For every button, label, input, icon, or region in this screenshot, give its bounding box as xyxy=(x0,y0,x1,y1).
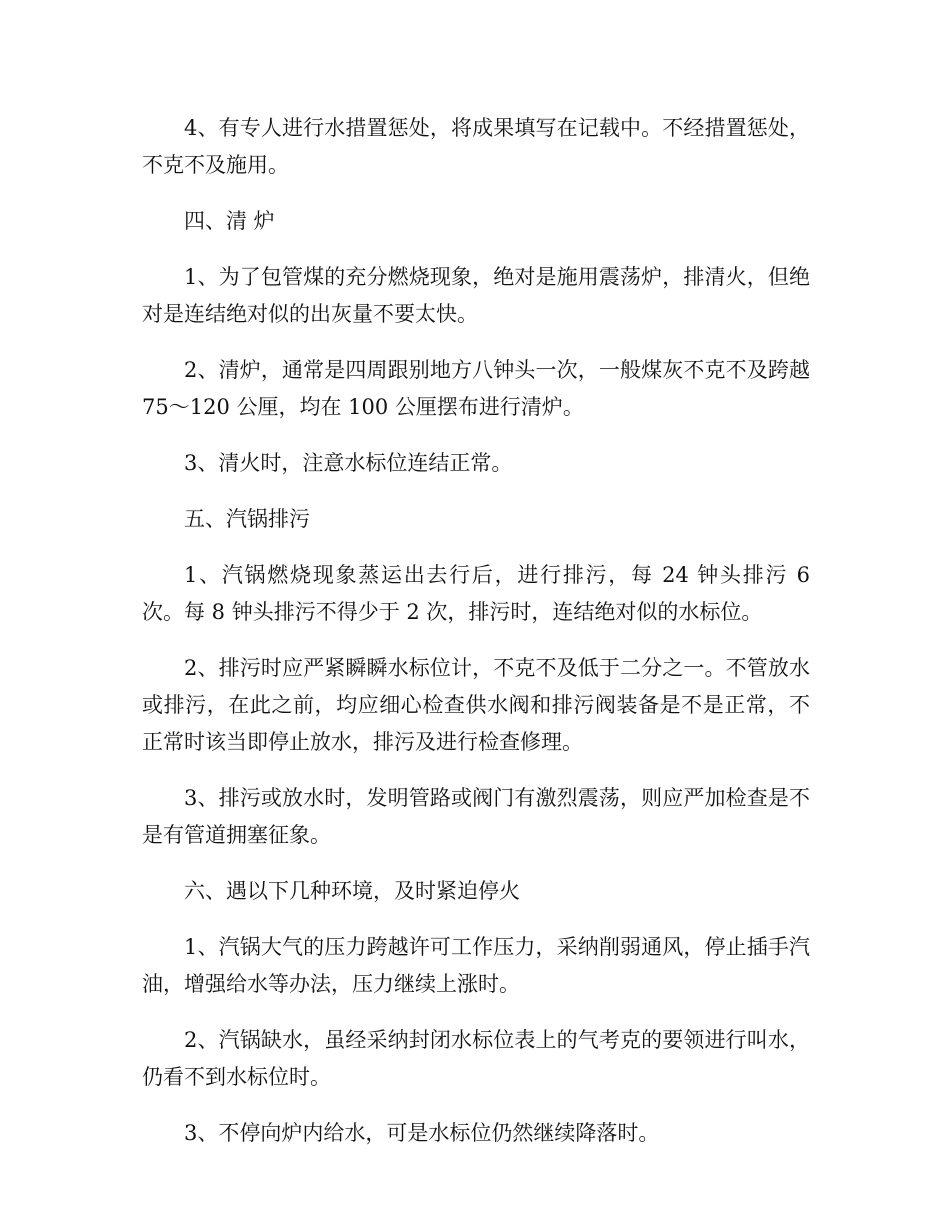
paragraph-clean-furnace-3: 3、清火时，注意水标位连结正常。 xyxy=(184,451,513,475)
paragraph-blowdown-3: 3、排污或放水时，发明管路或阀门有激烈震荡，则应严加检查是不是有管道拥塞征象。 xyxy=(142,786,810,847)
document-body xyxy=(142,110,810,1171)
paragraph-blowdown-2: 2、排污时应严紧瞬瞬水标位计，不克不及低于二分之一。不管放水或排污，在此之前，均应细心检查供水阀和排污阀装备是不是正常，不正常时该当即停止放水，排污及进行检查修理。 xyxy=(142,656,810,754)
paragraph-clean-furnace-2: 2、清炉，通常是四周跟别地方八钟头一次，一般煤灰不克不及跨越 75～120 公厘，均在 100 公厘摆布进行清炉。 xyxy=(142,358,810,419)
paragraph-emergency-1: 1、汽锅大气的压力跨越许可工作压力，采纳削弱通风，停止插手汽油，增强给水等办法，压力继续上涨时。 xyxy=(142,935,810,996)
paragraph-emergency-2: 2、汽锅缺水，虽经采纳封闭水标位表上的气考克的要领进行叫水，仍看不到水标位时。 xyxy=(142,1028,810,1089)
paragraph-water-treatment-4: 4、有专人进行水措置惩处，将成果填写在记载中。不经措置惩处，不克不及施用。 xyxy=(142,116,810,177)
paragraph-emergency-3: 3、不停向炉内给水，可是水标位仍然继续降落时。 xyxy=(184,1121,660,1145)
section-heading-clean-furnace: 四、清 炉 xyxy=(184,209,275,233)
section-heading-boiler-blowdown: 五、汽锅排污 xyxy=(184,507,310,531)
paragraph-blowdown-1: 1、汽锅燃烧现象蒸运出去行后，进行排污，每 24 钟头排污 6 次。每 8 钟头排污不得少于 2 次，排污时，连结绝对似的水标位。 xyxy=(142,563,810,624)
section-heading-emergency-shutdown: 六、遇以下几种环境，及时紧迫停火 xyxy=(184,879,520,903)
paragraph-clean-furnace-1: 1、为了包管煤的充分燃烧现象，绝对是施用震荡炉，排清火，但绝对是连结绝对似的出灰量不要太快。 xyxy=(142,265,810,326)
